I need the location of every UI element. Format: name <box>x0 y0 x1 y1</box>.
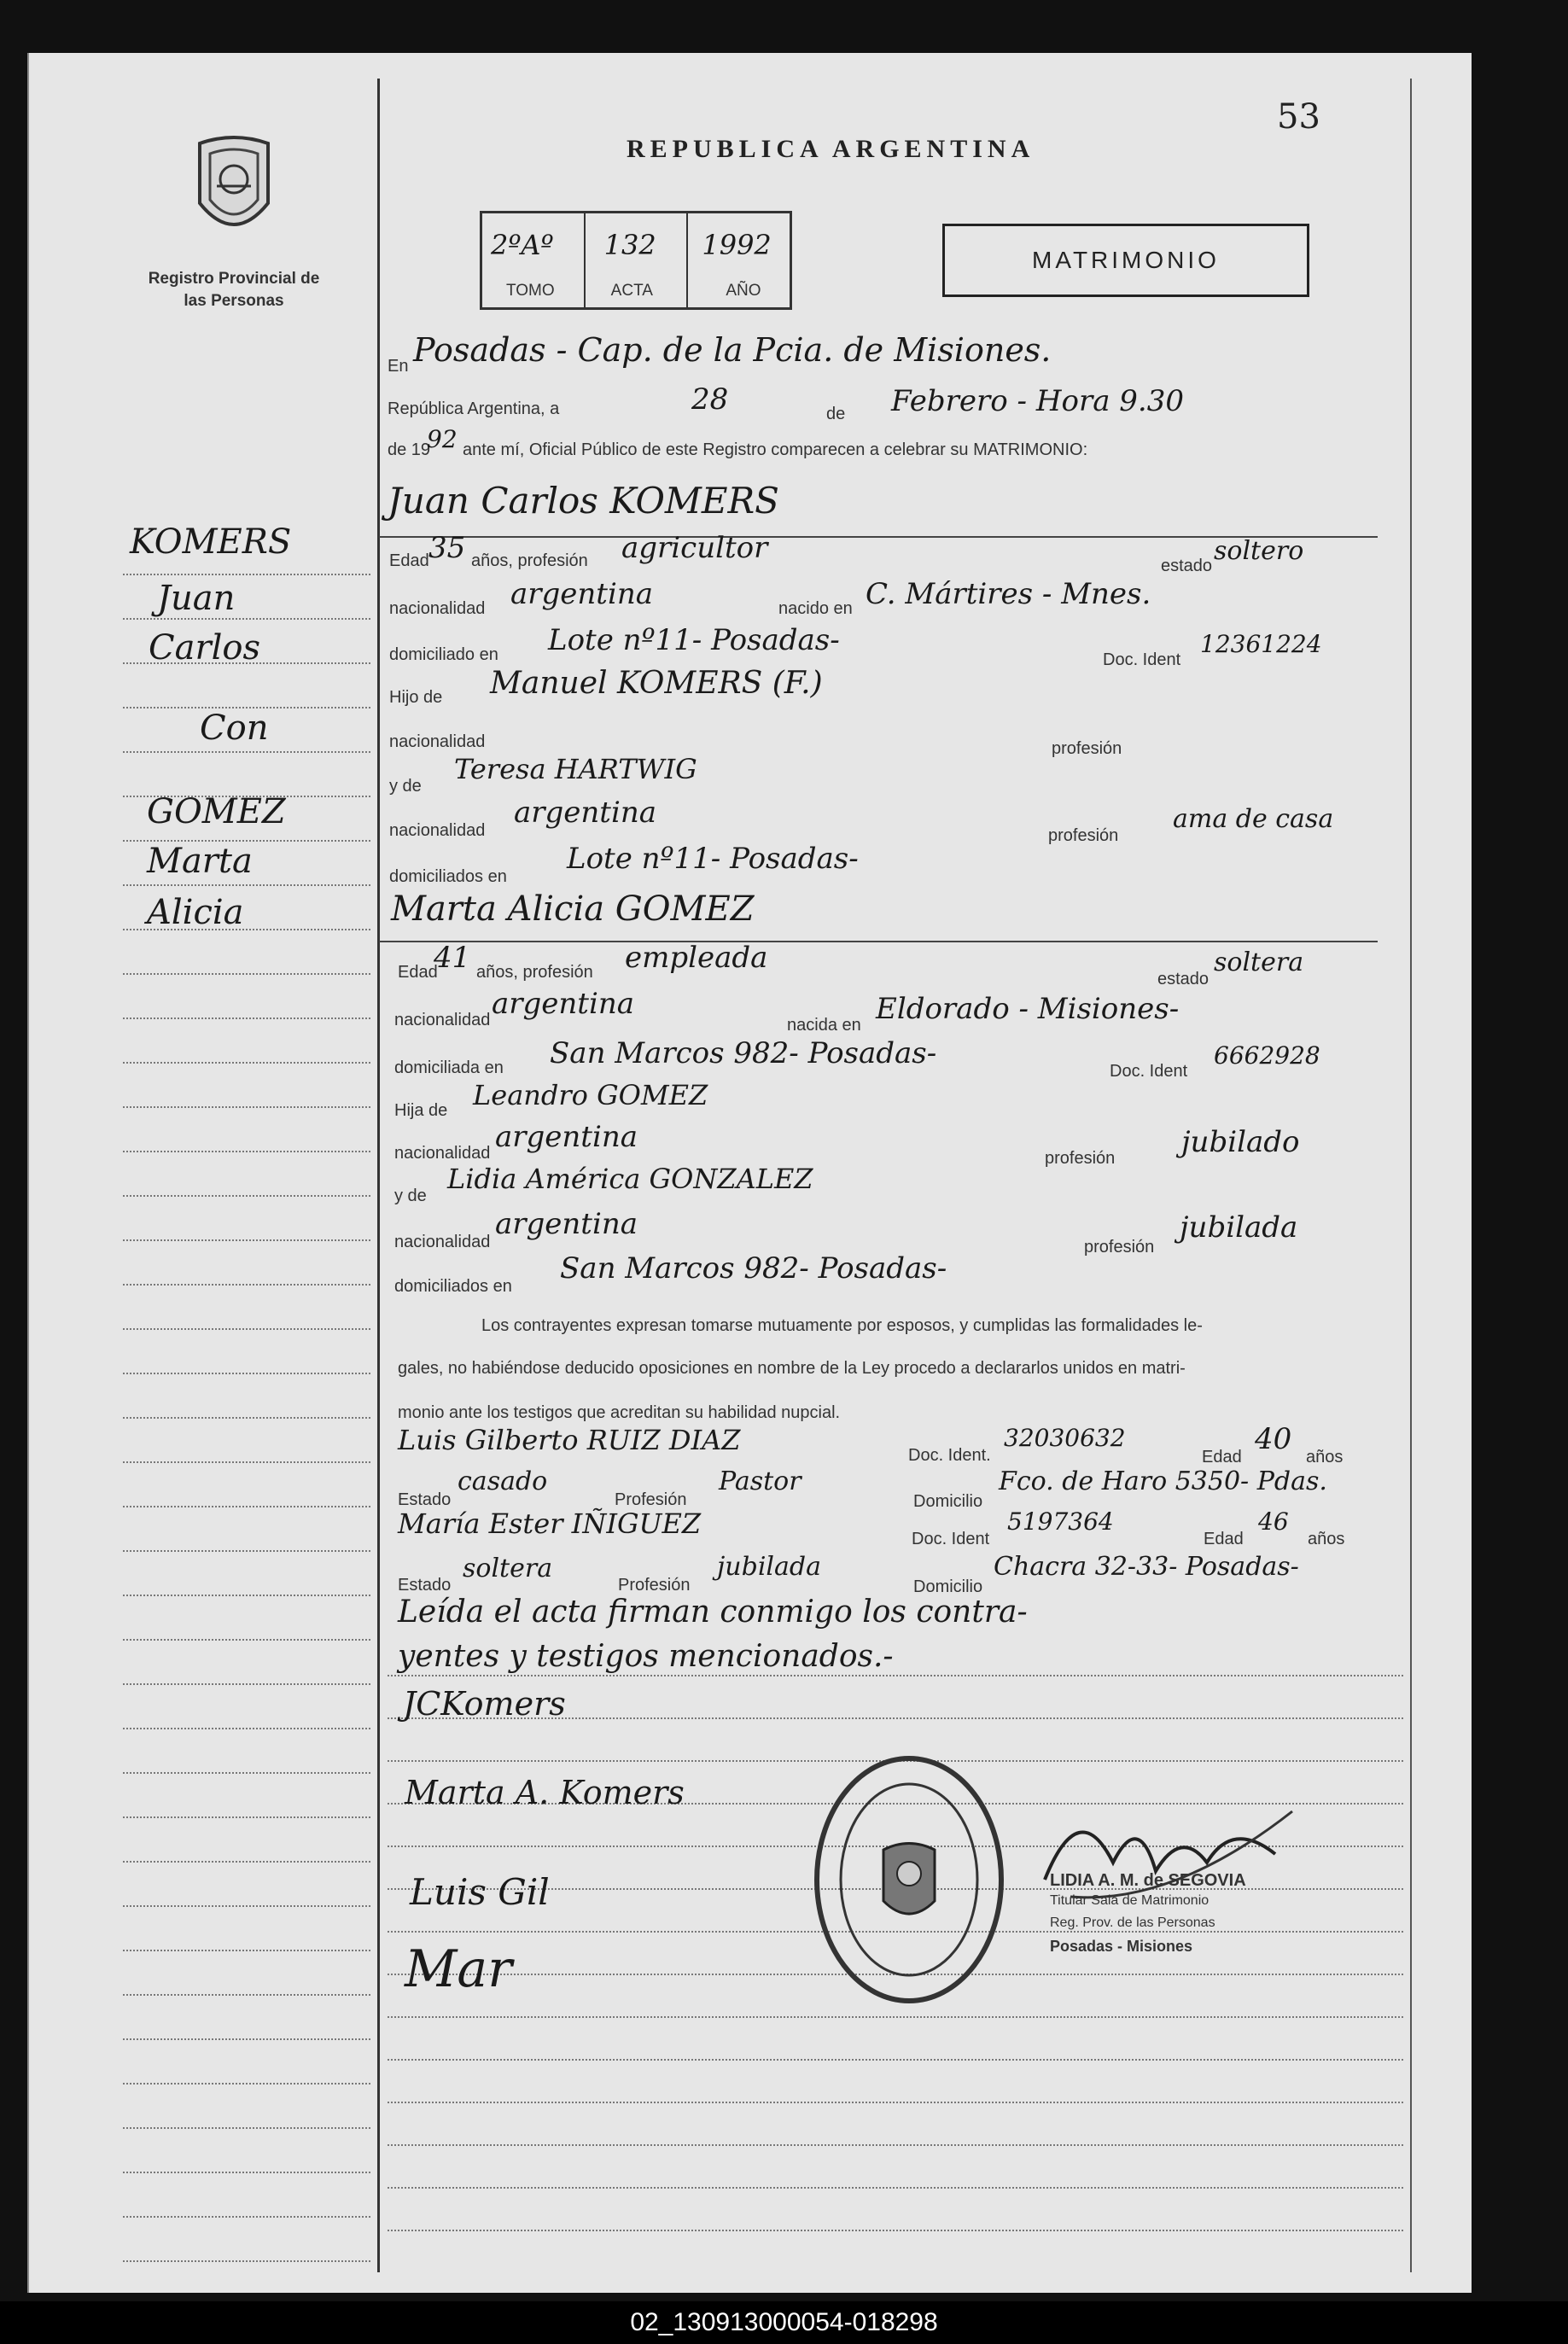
reference-boxes <box>480 211 792 310</box>
margin-given-3: Marta <box>147 842 253 881</box>
groom-doc-label: Doc. Ident <box>1103 650 1181 669</box>
margin-rule <box>123 1816 370 1818</box>
groom-prof-padre-label: profesión <box>1052 739 1122 758</box>
groom-nac-padre-label: nacionalidad <box>389 732 486 751</box>
margin-rule <box>123 1461 370 1463</box>
bride-domicilio: San Marcos 982- Posadas- <box>550 1036 937 1070</box>
witness-2-edad-label: Edad <box>1204 1530 1244 1548</box>
body-rule <box>388 2059 1403 2061</box>
margin-rule <box>123 1106 370 1108</box>
closing-line-2: yentes y testigos mencionados.- <box>398 1639 894 1674</box>
witness-2-doc: 5197364 <box>1007 1507 1114 1536</box>
margin-rule <box>123 1728 370 1729</box>
margin-given-2: Carlos <box>149 628 260 668</box>
witness-2-estado: soltera <box>463 1554 553 1583</box>
signature-groom: JCKomers <box>403 1685 566 1723</box>
margin-rule <box>123 1017 370 1019</box>
bride-edad: 41 <box>434 941 471 975</box>
witness-2-anos: años <box>1308 1530 1345 1548</box>
groom-edad: 35 <box>428 531 466 565</box>
groom-name: Juan Carlos KOMERS <box>388 480 779 522</box>
document-type: MATRIMONIO <box>1032 247 1220 273</box>
bride-doc: 6662928 <box>1214 1041 1320 1070</box>
witness-2-domicilio: Chacra 32-33- Posadas- <box>994 1552 1299 1582</box>
witness-2-profesion: jubilada <box>717 1552 821 1582</box>
place-value: Posadas - Cap. de la Pcia. de Misiones. <box>413 331 1052 369</box>
witness-1-prof-label: Profesión <box>615 1490 687 1509</box>
signature-witness-2: Mar <box>405 1939 512 1999</box>
bride-nacida-label: nacida en <box>787 1016 861 1035</box>
margin-rule <box>123 1373 370 1374</box>
margin-rule <box>123 2038 370 2040</box>
official-stamp <box>811 1752 1007 2008</box>
margin-con: Con <box>200 708 269 748</box>
bride-nac-madre-label: nacionalidad <box>394 1233 491 1251</box>
body-rule <box>388 2016 1403 2018</box>
witness-1-anos: años <box>1306 1448 1344 1466</box>
margin-rule <box>123 1905 370 1907</box>
body-rule <box>388 2144 1403 2146</box>
witness-1-profesion: Pastor <box>719 1466 801 1496</box>
country-title: REPUBLICA ARGENTINA <box>627 135 1035 163</box>
bride-estado: soltera <box>1214 948 1304 977</box>
margin-rule <box>123 2127 370 2129</box>
en-label: En <box>388 357 409 376</box>
body-rule <box>388 1675 1403 1676</box>
witness-2-name: María Ester IÑIGUEZ <box>398 1507 702 1540</box>
bride-nac-madre: argentina <box>495 1207 638 1241</box>
margin-rule <box>123 1328 370 1330</box>
bride-hija-label: Hija de <box>394 1101 448 1120</box>
margin-rule <box>123 1772 370 1774</box>
witness-2-doc-label: Doc. Ident <box>912 1530 990 1548</box>
witness-2-edad: 46 <box>1258 1507 1289 1536</box>
groom-profesion: agricultor <box>621 531 768 565</box>
groom-estado: soltero <box>1214 536 1304 566</box>
groom-nac-label: nacionalidad <box>389 599 486 618</box>
bride-nac-padre-label: nacionalidad <box>394 1144 491 1163</box>
groom-edad-label: Edad <box>389 551 429 570</box>
acta-label: ACTA <box>610 282 653 300</box>
groom-yde-label: y de <box>389 777 422 796</box>
bride-nacida: Eldorado - Misiones- <box>876 992 1180 1026</box>
margin-rule <box>123 973 370 975</box>
bride-doms: San Marcos 982- Posadas- <box>560 1251 947 1286</box>
bride-prof-padre-label: profesión <box>1045 1149 1116 1168</box>
registry-seal-logo <box>191 135 277 242</box>
witness-1-dom-label: Domicilio <box>913 1492 983 1511</box>
groom-prof-madre-label: profesión <box>1048 826 1119 845</box>
footer-id-bar <box>0 2301 1568 2344</box>
groom-prof-madre: ama de casa <box>1173 804 1334 834</box>
groom-nacionalidad: argentina <box>510 577 654 611</box>
groom-doc: 12361224 <box>1200 630 1322 658</box>
year-suffix: 92 <box>427 425 458 453</box>
witness-1-doc-label: Doc. Ident. <box>908 1446 991 1465</box>
margin-rule <box>123 1950 370 1951</box>
footer-id: 02_130913000054-018298 <box>630 2308 938 2336</box>
margin-rule <box>123 2216 370 2218</box>
bride-doms-label: domiciliados en <box>394 1277 512 1296</box>
margin-rule <box>123 1239 370 1241</box>
certificate-page <box>27 53 1472 2293</box>
groom-estado-label: estado <box>1161 557 1213 575</box>
margin-surname-2: GOMEZ <box>147 792 286 831</box>
bride-nac-padre: argentina <box>495 1120 638 1154</box>
witness-2-estado-label: Estado <box>398 1576 452 1595</box>
witness-2-dom-label: Domicilio <box>913 1577 983 1596</box>
left-vertical-rule <box>377 79 380 2272</box>
margin-rule <box>123 1683 370 1685</box>
declaration-line-3: monio ante los testigos que acreditan su habilidad nupcial. <box>398 1403 841 1422</box>
margin-rule <box>123 2172 370 2173</box>
margin-rule <box>123 1994 370 1996</box>
groom-nac-madre: argentina <box>514 796 657 830</box>
signature-bride: Marta A. Komers <box>405 1774 685 1811</box>
acta-value: 132 <box>603 229 656 261</box>
groom-padre: Manuel KOMERS (F.) <box>490 666 823 701</box>
bride-dom-label: domiciliada en <box>394 1058 504 1077</box>
groom-anos-label: años, profesión <box>471 551 588 570</box>
signature-witness-1: Luis Gil <box>410 1871 550 1913</box>
day-value: 28 <box>691 382 729 417</box>
margin-rule <box>123 1595 370 1596</box>
official-title: Titular Sala de Matrimonio <box>1050 1893 1210 1908</box>
right-vertical-rule <box>1410 79 1412 2272</box>
bride-estado-label: estado <box>1157 970 1210 988</box>
groom-nacido: C. Mártires - Mnes. <box>866 577 1151 611</box>
margin-given-4: Alicia <box>147 893 244 932</box>
declaration-line-2: gales, no habiéndose deducido oposiciones en nombre de la Ley procedo a declararlos unidos en matri- <box>398 1359 1186 1378</box>
margin-rule <box>123 1417 370 1419</box>
body-rule <box>388 2187 1403 2189</box>
official-name: LIDIA A. M. de SEGOVIA <box>1050 1871 1246 1890</box>
bride-padre: Leandro GOMEZ <box>473 1079 708 1111</box>
tomo-label: TOMO <box>506 282 555 300</box>
bride-prof-madre-label: profesión <box>1084 1238 1155 1257</box>
margin-rule <box>123 618 370 620</box>
margin-rule <box>123 1284 370 1286</box>
groom-nac-madre-label: nacionalidad <box>389 821 486 840</box>
closing-line-1: Leída el acta firman conmigo los contra- <box>398 1595 1028 1630</box>
groom-doms-label: domiciliados en <box>389 867 507 886</box>
witness-1-domicilio: Fco. de Haro 5350- Pdas. <box>999 1466 1327 1496</box>
bride-prof-padre: jubilado <box>1181 1125 1300 1159</box>
groom-doms: Lote nº11- Posadas- <box>567 842 859 876</box>
bride-edad-label: Edad <box>398 963 438 982</box>
margin-surname-1: KOMERS <box>130 522 292 562</box>
bride-profesion: empleada <box>625 941 768 975</box>
groom-hijo-label: Hijo de <box>389 688 443 707</box>
year-prefix: de 19 <box>388 440 431 459</box>
margin-rule <box>123 884 370 886</box>
page-number: 53 <box>1277 97 1320 137</box>
intro-text: ante mí, Oficial Público de este Registro comparecen a celebrar su MATRIMONIO: <box>463 440 1088 459</box>
margin-rule <box>123 2260 370 2262</box>
bride-nac-label: nacionalidad <box>394 1011 491 1029</box>
margin-rule <box>123 1151 370 1152</box>
de-label: de <box>826 405 846 423</box>
bride-anos-label: años, profesión <box>476 963 593 982</box>
witness-1-estado-label: Estado <box>398 1490 452 1509</box>
margin-rule <box>123 2083 370 2085</box>
groom-madre: Teresa HARTWIG <box>454 753 697 785</box>
groom-domicilio: Lote nº11- Posadas- <box>548 623 840 657</box>
margin-given-1: Juan <box>157 579 236 618</box>
document-type-box <box>942 224 1309 297</box>
groom-dom-label: domiciliado en <box>389 645 498 664</box>
witness-2-prof-label: Profesión <box>618 1576 691 1595</box>
body-rule <box>388 2230 1403 2231</box>
declaration-line-1: Los contrayentes expresan tomarse mutuamente por esposos, y cumplidas las formalidades le- <box>481 1316 1203 1335</box>
margin-rule <box>123 1506 370 1507</box>
witness-1-edad-label: Edad <box>1202 1448 1242 1466</box>
witness-1-estado: casado <box>458 1466 548 1496</box>
margin-rule <box>123 1550 370 1552</box>
official-org: Reg. Prov. de las Personas <box>1050 1915 1215 1930</box>
republica-label: República Argentina, a <box>388 399 560 418</box>
margin-rule <box>123 1062 370 1064</box>
bride-yde-label: y de <box>394 1187 427 1205</box>
witness-1-edad: 40 <box>1255 1422 1292 1456</box>
month-value: Febrero - Hora 9.30 <box>891 384 1184 418</box>
bride-prof-madre: jubilada <box>1180 1210 1298 1245</box>
witness-1-name: Luis Gilberto RUIZ DIAZ <box>398 1424 741 1456</box>
ano-label: AÑO <box>726 282 761 300</box>
bride-doc-label: Doc. Ident <box>1110 1062 1188 1081</box>
groom-nacido-label: nacido en <box>778 599 853 618</box>
ano-value: 1992 <box>702 229 772 261</box>
margin-rule <box>123 574 370 575</box>
official-city: Posadas - Misiones <box>1050 1938 1193 1955</box>
bride-nacionalidad: argentina <box>492 987 635 1021</box>
body-rule <box>388 2102 1403 2103</box>
margin-rule <box>123 1639 370 1641</box>
margin-rule <box>123 1861 370 1863</box>
registry-name: Registro Provincial de las Personas <box>148 270 320 310</box>
witness-1-doc: 32030632 <box>1004 1424 1126 1452</box>
bride-name: Marta Alicia GOMEZ <box>391 889 755 929</box>
margin-rule <box>123 1195 370 1197</box>
margin-rule <box>123 751 370 753</box>
bride-header-rule <box>379 941 1378 942</box>
bride-madre: Lidia América GONZALEZ <box>447 1163 813 1195</box>
tomo-value: 2ºAº <box>491 229 554 261</box>
